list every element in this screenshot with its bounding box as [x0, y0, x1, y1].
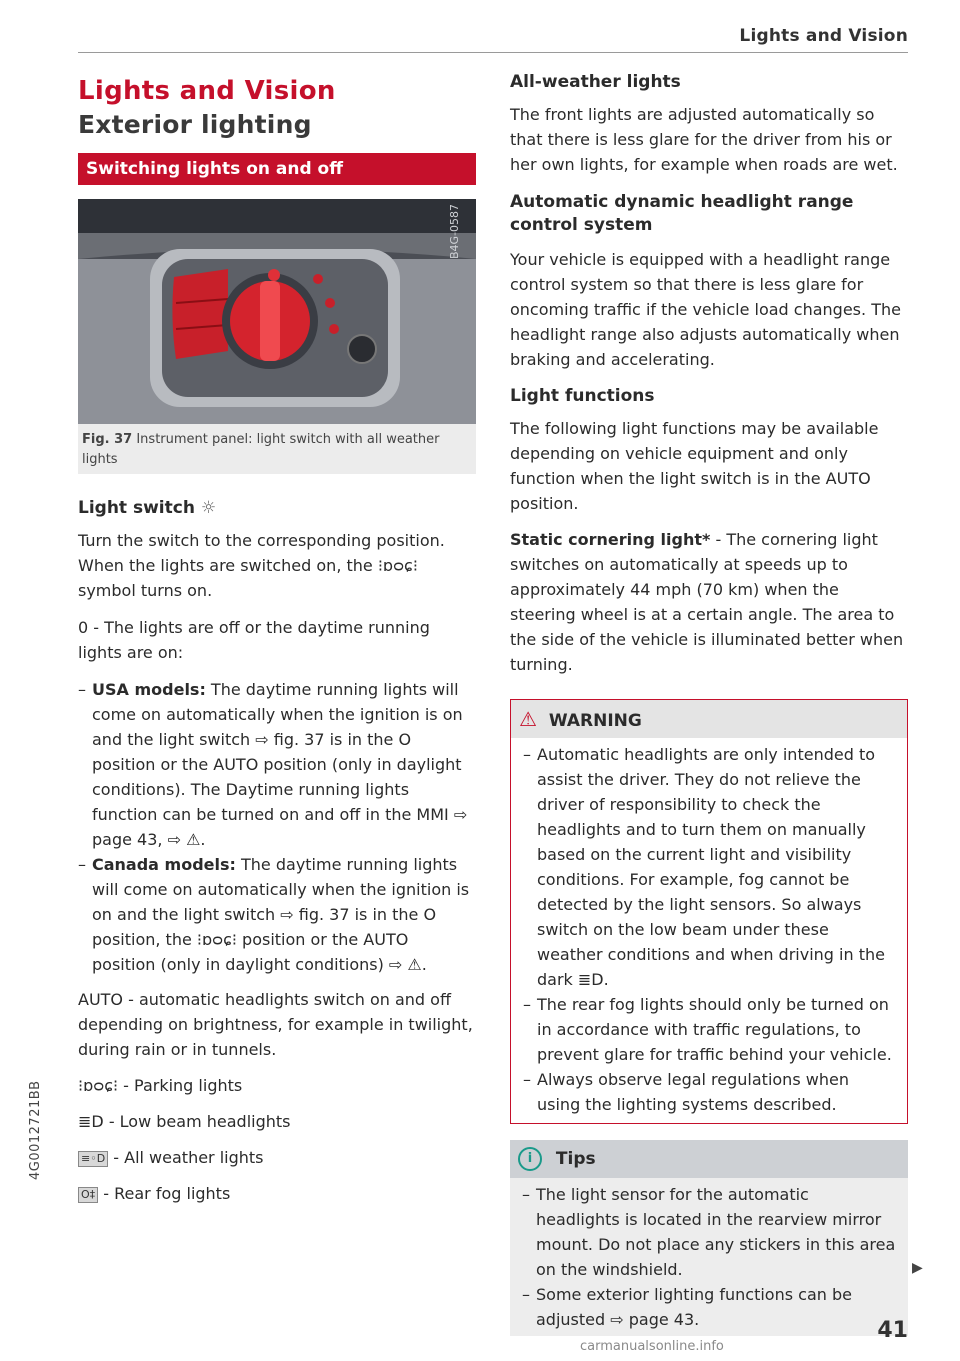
section-title: Exterior lighting	[78, 110, 312, 139]
warning-item-text: Automatic headlights are only intended to assist the driver. They do not relieve the driver of responsibility to check the headlights and to turn them on manually based on the current light and visibility conditions. For example, fog cannot be detected by the light sensors. So always switch on the low beam under these weather conditions and when driving in the dark ≣D.	[537, 745, 885, 989]
right-column	[510, 72, 908, 1336]
paragraph-position-0: 0 - The lights are off or the daytime running lights are on:	[78, 618, 430, 662]
page-number: 41	[877, 1318, 908, 1343]
canada-text: The daytime running lights will come on automatically when the ignition is on and the light switch ⇨ fig. 37 is in the O position, the ⁝ɒᴑɕ⁝ position or the AUTO position (only in daylight conditions) ⇨ ⚠.	[92, 855, 470, 974]
tips-box	[510, 1140, 908, 1336]
heading-adhr: Automatic dynamic headlight range control system	[510, 192, 854, 235]
chapter-title: Lights and Vision	[78, 76, 336, 106]
warning-item-text: Always observe legal regulations when using the lighting systems described.	[537, 1070, 849, 1114]
warning-item: – Automatic headlights are only intended to assist the driver. They do not relieve the driver of responsibility to check the headlights and to turn them on manually based on the current light and visibility conditions. For example, fog cannot be detected by the light sensors. So always switch on the low beam under these weather conditions and when driving in the dark ≣D.	[523, 745, 885, 989]
warning-box	[510, 699, 908, 1124]
legend-rear-fog	[78, 1181, 476, 1206]
light-switch-heading	[78, 498, 476, 518]
paragraph-all-weather: The front lights are adjusted automatically so that there is less glare for the driver from his or her own lights, for example when roads are wet.	[510, 105, 898, 174]
all-weather-text: - All weather lights	[108, 1148, 264, 1167]
warning-item: – The rear fog lights should only be turned on in accordance with traffic regulations, to prevent glare for traffic behind your vehicle.	[523, 995, 892, 1064]
warning-icon: ⚠	[519, 707, 537, 731]
legend-all-weather	[78, 1145, 476, 1170]
light-switch-heading-text: Light switch	[78, 498, 195, 518]
legend-parking: ⁝ɒᴑɕ⁝ - Parking lights	[78, 1076, 243, 1095]
header-rule	[78, 52, 908, 53]
warning-item-text: The rear fog lights should only be turned on in accordance with traffic regulations, to prevent glare for traffic behind your vehicle.	[537, 995, 892, 1064]
figure-caption	[78, 424, 476, 474]
figure-code: B4G-0587	[448, 203, 461, 259]
running-header: Lights and Vision	[739, 26, 908, 46]
usa-text: The daytime running lights will come on automatically when the ignition is on and the light switch ⇨ fig. 37 is in the O position or the AUTO position (only in daylight conditions). The Daytime running lights function can be turned on and off in the MMI ⇨ page 43, ⇨ ⚠.	[92, 680, 468, 849]
paragraph-light-functions: The following light functions may be available depending on vehicle equipment and only function when the light switch is in the AUTO position.	[510, 419, 879, 513]
tips-header	[510, 1140, 908, 1178]
list-item-canada: – Canada models: The daytime running lights will come on automatically when the ignition is on and the light switch ⇨ fig. 37 is in the O position, the ⁝ɒᴑɕ⁝ position or the AUTO position (only in daylight conditions) ⇨ ⚠.	[78, 855, 470, 974]
warning-item: – Always observe legal regulations when using the lighting systems described.	[523, 1070, 849, 1114]
continue-arrow-icon[interactable]: ▶	[912, 1260, 923, 1276]
figure-light-switch	[78, 199, 476, 424]
static-cornering-label: Static cornering light*	[510, 530, 711, 549]
usa-label: USA models:	[92, 680, 206, 699]
paragraph-turn-switch: Turn the switch to the corresponding position. When the lights are switched on, the ⁝ɒᴑɕ⁝ symbol turns on.	[78, 531, 445, 600]
watermark: carmanualsonline.info	[580, 1339, 724, 1354]
info-icon: i	[518, 1147, 542, 1171]
rear-fog-text: - Rear fog lights	[98, 1184, 231, 1203]
tips-body	[510, 1178, 908, 1336]
rear-fog-icon: O‡	[78, 1187, 98, 1203]
paragraph-adhr: Your vehicle is equipped with a headlight range control system so that there is less glare for oncoming traffic if the vehicle load changes. The headlight range also adjusts automatically when braking and accelerating.	[510, 250, 901, 369]
tips-item-text: Some exterior lighting functions can be adjusted ⇨ page 43.	[536, 1285, 852, 1329]
warning-header	[511, 700, 907, 738]
subsection-bar: Switching lights on and off	[78, 153, 476, 185]
figure-number: Fig. 37	[82, 432, 133, 447]
figure-caption-text: Instrument panel: light switch with all weather lights	[82, 432, 440, 467]
list-item-usa: – USA models: The daytime running lights will come on automatically when the ignition is on and the light switch ⇨ fig. 37 is in the O position or the AUTO position (only in daylight conditions). The Daytime running lights function can be turned on and off in the MMI ⇨ page 43, ⇨ ⚠.	[78, 680, 468, 849]
warning-title: WARNING	[548, 711, 642, 731]
warning-body	[511, 738, 907, 1123]
left-column	[78, 72, 476, 1206]
heading-light-functions: Light functions	[510, 386, 655, 406]
tips-item: – The light sensor for the automatic headlights is located in the rearview mirror mount. Do not place any stickers in this area on the windshield.	[522, 1185, 896, 1279]
tips-item-text: The light sensor for the automatic headlights is located in the rearview mirror mount. Do not place any stickers in this area on the windshield.	[536, 1185, 896, 1279]
heading-all-weather: All-weather lights	[510, 72, 681, 92]
tips-title: Tips	[555, 1149, 596, 1169]
static-cornering-text: - The cornering light switches on automatically at speeds up to approximately 44 mph (70 km) when the steering wheel is at a certain angle. The area to the side of the vehicle is illuminated better when turning.	[510, 530, 904, 674]
paragraph-static-cornering	[510, 527, 908, 677]
light-switch-illustration	[78, 199, 476, 424]
light-switch-icon: ☼	[200, 498, 217, 518]
document-code: 4G0012721BB	[28, 1080, 43, 1180]
paragraph-auto: AUTO - automatic headlights switch on and off depending on brightness, for example in twilight, during rain or in tunnels.	[78, 990, 473, 1059]
tips-item: – Some exterior lighting functions can be adjusted ⇨ page 43.	[522, 1285, 852, 1329]
canada-label: Canada models:	[92, 855, 236, 874]
all-weather-icon: ≡◦D	[78, 1151, 108, 1167]
legend-low-beam: ≣D - Low beam headlights	[78, 1112, 291, 1131]
